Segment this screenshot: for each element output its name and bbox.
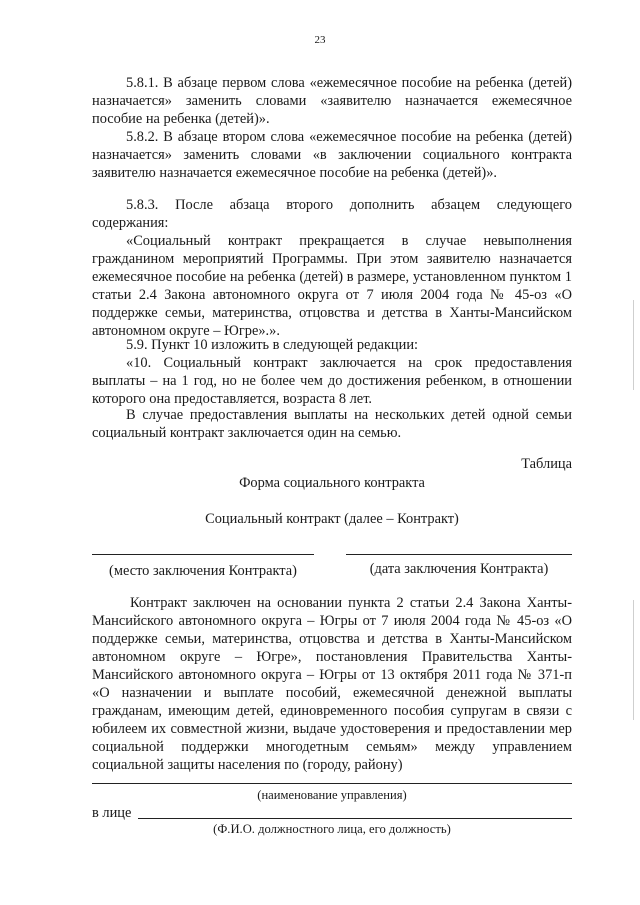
paragraph-5-8-3: 5.8.3. После абзаца второго дополнить абзацем следующего содержания: (92, 197, 572, 231)
contract-title: Социальный контракт (далее – Контракт) (205, 511, 459, 527)
management-blank-line (92, 783, 572, 784)
paragraph-5-8-1: 5.8.1. В абзаце первом слова «ежемесячное пособие на ребенка (детей) назначается» заменить словами «заявителю назначается ежемесячное пособие на ребенка (детей)». (92, 75, 572, 127)
scan-edge-mark (633, 300, 634, 390)
place-blank-line (92, 554, 314, 555)
scan-edge-mark (633, 600, 634, 720)
form-title: Форма социального контракта (239, 475, 425, 491)
place-caption: (место заключения Контракта) (109, 563, 297, 579)
quote-social-contract-termination: «Социальный контракт прекращается в случае невыполнения гражданином мероприятий Программы. При этом заявителю назначается ежемесячное пособие на ребенка (детей) в размере, установленном пунктом 1 статьи 2.4 Закона автономного округа от 7 июля 2004 года № 45-оз «О поддержке семьи, материнства, отцовства и детства в Ханты-Мансийском автономном округе – Югре».». (92, 233, 572, 339)
official-caption: (Ф.И.О. должностного лица, его должность) (213, 822, 451, 836)
table-label: Таблица (521, 456, 572, 472)
management-caption: (наименование управления) (257, 788, 407, 802)
contract-body: Контракт заключен на основании пункта 2 статьи 2.4 Закона Ханты-Мансийского автономного округа – Югры от 7 июля 2004 года № 45-оз «О поддержке семьи, материнства, отцовства и детства в Ханты-Мансийском автономном округе – Югре», постановления Правительства Ханты-Мансийского автономного округа – Югры от 13 октября 2011 года № 371-п «О назначении и выплате пособий, ежемесячной денежной выплаты гражданам, имеющим детей, единовременного пособия супругам в связи с юбилеем их совместной жизни, выдаче удостоверения и предоставлении мер социальной поддержки многодетным семьям» между управлением социальной защиты населения по (городу, району) (92, 595, 572, 773)
official-blank-line (138, 818, 572, 819)
date-blank-line (346, 554, 572, 555)
page-number: 23 (314, 34, 326, 46)
date-caption: (дата заключения Контракта) (369, 561, 549, 577)
paragraph-5-8-2: 5.8.2. В абзаце втором слова «ежемесячное пособие на ребенка (детей) назначается» заменить словами «в заключении социального контракта заявителю назначается ежемесячное пособие на ребенка (детей)». (92, 129, 572, 181)
quote-one-per-family: В случае предоставления выплаты на нескольких детей одной семьи социальный контракт заключается один на семью. (92, 407, 572, 441)
in-person-label: в лице (92, 805, 132, 821)
quote-contract-term: «10. Социальный контракт заключается на срок предоставления выплаты – на 1 год, но не более чем до достижения ребенком, в отношении которого она предоставляется, возраста 8 лет. (92, 355, 572, 407)
paragraph-5-9: 5.9. Пункт 10 изложить в следующей редакции: (126, 337, 419, 353)
